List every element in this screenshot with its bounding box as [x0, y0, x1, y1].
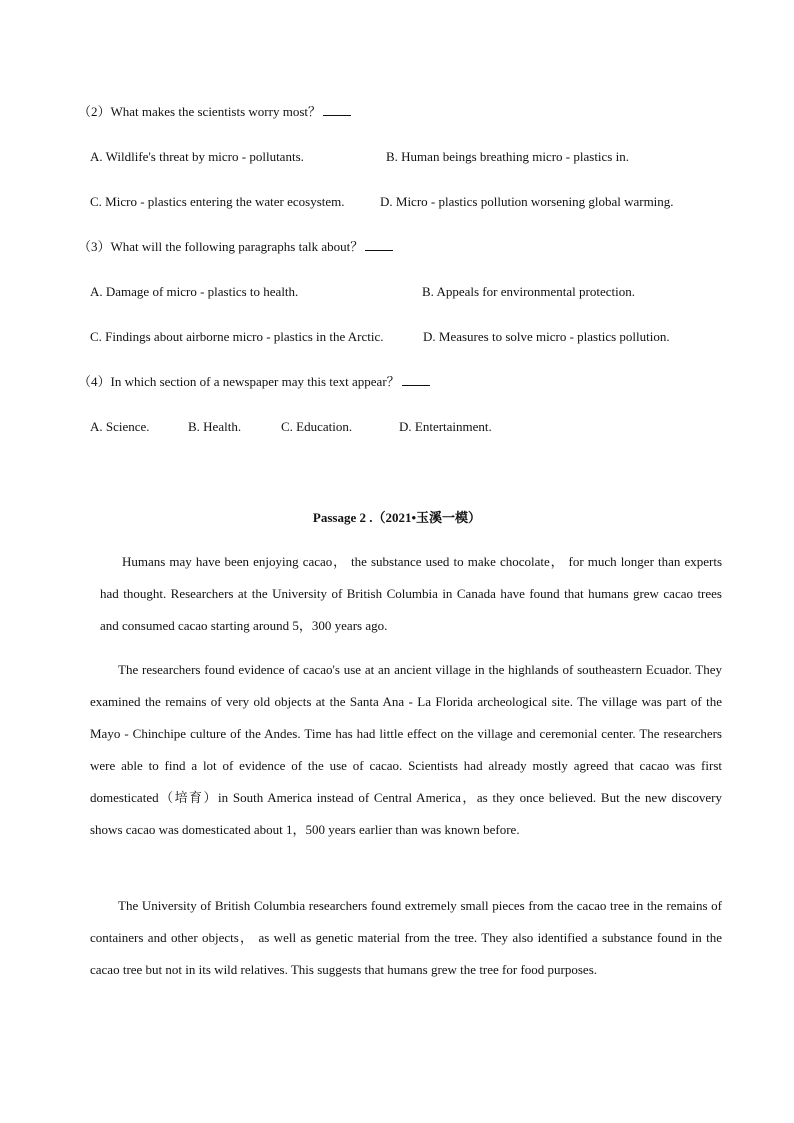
passage-paragraph-3: The University of British Columbia researchers found extremely small pieces from the cacao tree in the remains of containers and other objects， as well as genetic material from the tree. They also identified a substance found in the cacao tree but not in its wild relatives. This suggests that humans grew the tree for food purposes. [90, 898, 722, 977]
option-4b[interactable]: B. Health. [188, 419, 242, 434]
option-2d[interactable]: D. Micro - plastics pollution worsening global warming. [380, 194, 674, 209]
question-3-stem [78, 238, 393, 256]
option-2a[interactable]: A. Wildlife's threat by micro - pollutants. [90, 149, 304, 164]
answer-blank[interactable] [323, 103, 351, 116]
passage-title: Passage 2 .（2021•玉溪一模） [312, 510, 482, 525]
option-3b[interactable]: B. Appeals for environmental protection. [422, 284, 636, 299]
passage-paragraph-1: Humans may have been enjoying cacao， the substance used to make chocolate， for much longer than experts had thought. Researchers at the University of British Columbia in Canada have found that humans grew cacao trees and consumed cacao starting around 5，300 years ago. [100, 554, 722, 633]
question-4-text: （4）In which section of a newspaper may this text appear？ [78, 374, 400, 389]
option-4c[interactable]: C. Education. [281, 419, 353, 434]
option-3a[interactable]: A. Damage of micro - plastics to health. [90, 284, 299, 299]
answer-blank[interactable] [365, 238, 393, 251]
question-2-stem [78, 103, 351, 121]
passage-paragraph-2: The researchers found evidence of cacao's use at an ancient village in the highlands of southeastern Ecuador. They examined the remains of very old objects at the Santa Ana - La Florida archeological site. The village was part of the Mayo - Chinchipe culture of the Andes. Time has had little effect on the village and ceremonial center. The researchers were able to find a lot of evidence of the use of cacao. Scientists had already mostly agreed that cacao was first domesticated（培育）in South America instead of Central America，as they once believed. But the new discovery shows cacao was domesticated about 1，500 years earlier than was known before. [90, 662, 722, 837]
answer-blank[interactable] [402, 373, 430, 386]
option-4d[interactable]: D. Entertainment. [399, 419, 492, 434]
option-2c[interactable]: C. Micro - plastics entering the water ecosystem. [90, 194, 345, 209]
option-3d[interactable]: D. Measures to solve micro - plastics pollution. [423, 329, 670, 344]
option-3c[interactable]: C. Findings about airborne micro - plastics in the Arctic. [90, 329, 384, 344]
question-2-text: （2）What makes the scientists worry most？ [78, 104, 321, 119]
question-3-text: （3）What will the following paragraphs talk about？ [78, 239, 364, 254]
option-4a[interactable]: A. Science. [90, 419, 150, 434]
option-2b[interactable]: B. Human beings breathing micro - plastics in. [386, 149, 629, 164]
question-4-stem [78, 373, 430, 391]
